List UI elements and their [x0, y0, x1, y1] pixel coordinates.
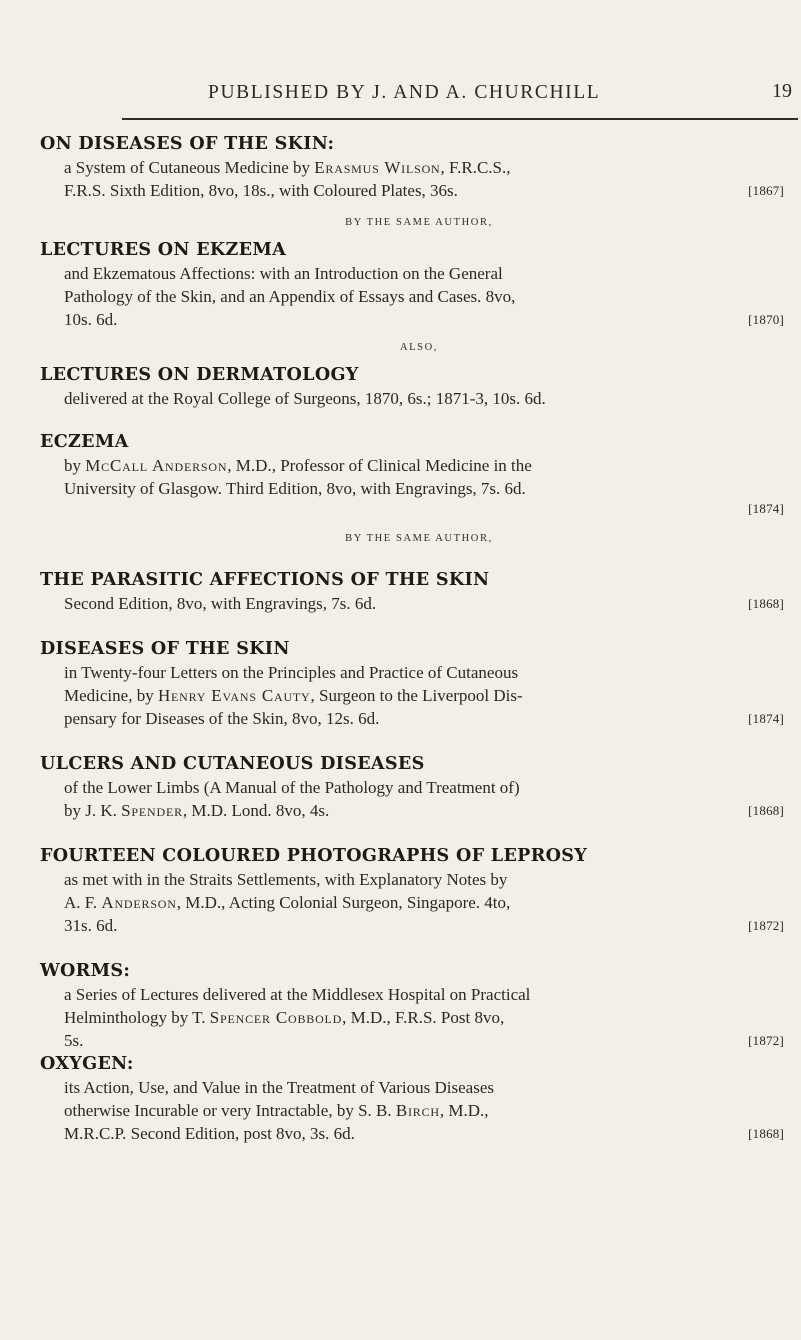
description-line: [64, 868, 784, 891]
catalogue-entry: [40, 132, 798, 202]
publication-year: [1868]: [748, 803, 784, 818]
description-line: [64, 454, 784, 477]
description-line: [64, 592, 784, 615]
text-run: F.R.S. Sixth Edition, 8vo, 18s., with Coloured Plates, 36s.: [64, 181, 458, 200]
author-name: Henry Evans Cauty: [157, 686, 311, 705]
header-rule: [122, 118, 798, 120]
divider-label: BY THE SAME AUTHOR,: [345, 217, 493, 228]
text-run: M.R.C.P. Second Edition, post 8vo, 3s. 6d.: [64, 1124, 355, 1143]
description-line: [64, 387, 784, 410]
entry-title: DISEASES OF THE SKIN: [40, 638, 290, 659]
description-line: [64, 308, 784, 331]
catalogue-entry: [40, 637, 798, 730]
description-line: [64, 1029, 784, 1052]
catalogue-entry: [40, 844, 798, 937]
catalogue-entry: [40, 238, 798, 331]
publication-year: [1872]: [748, 918, 784, 933]
entry-title: ON DISEASES OF THE SKIN:: [40, 133, 335, 154]
catalogue-entry: [40, 1052, 798, 1145]
description-line: [64, 1076, 784, 1099]
entry-description: [64, 776, 784, 822]
description-line: [64, 156, 784, 179]
text-run: by: [64, 456, 86, 475]
text-run: University of Glasgow. Third Edition, 8vo, with Engravings, 7s. 6d.: [64, 479, 526, 498]
publication-year: [1867]: [748, 183, 784, 198]
description-line: [64, 684, 784, 707]
text-run: in Twenty-four Letters on the Principles and Practice of Cutaneous: [64, 663, 519, 682]
publication-year: [1868]: [748, 596, 784, 611]
text-run: Pathology of the Skin, and an Appendix of Essays and Cases. 8vo,: [64, 287, 516, 306]
text-run: otherwise Incurable or very Intractable, by S. B.: [64, 1101, 396, 1120]
author-name: McCall Anderson: [85, 456, 228, 475]
publication-year: [1874]: [748, 501, 784, 516]
text-run: Second Edition, 8vo, with Engravings, 7s. 6d.: [64, 594, 377, 613]
publication-year: [1870]: [748, 312, 784, 327]
description-line: [64, 661, 784, 684]
entry-title: LECTURES ON DERMATOLOGY: [40, 364, 359, 385]
entry-description: [64, 156, 784, 202]
text-run: and Ekzematous Affections: with an Introduction on the General: [64, 264, 503, 283]
running-head-title: PUBLISHED BY J. AND A. CHURCHILL: [208, 82, 601, 103]
divider-label: ALSO,: [399, 342, 439, 353]
divider-label: BY THE SAME AUTHOR,: [345, 533, 493, 544]
description-line: [64, 776, 784, 799]
description-line: [64, 477, 784, 500]
description-line: [64, 914, 784, 937]
entry-description: [64, 454, 784, 518]
text-run: , M.D. Lond. 8vo, 4s.: [182, 801, 330, 820]
entry-title: OXYGEN:: [40, 1053, 134, 1074]
entry-title: THE PARASITIC AFFECTIONS OF THE SKIN: [40, 569, 490, 590]
text-run: , Surgeon to the Liverpool Dis-: [310, 686, 523, 705]
catalogue-entry: [40, 430, 798, 518]
description-line: [64, 285, 784, 308]
description-line: [64, 891, 784, 914]
entry-description: [64, 1076, 784, 1145]
description-line: [64, 500, 784, 518]
text-run: a System of Cutaneous Medicine by: [64, 158, 315, 177]
description-line: [64, 1122, 784, 1145]
entry-title: ECZEMA: [40, 431, 129, 452]
publication-year: [1872]: [748, 1033, 784, 1048]
text-run: , M.D., Professor of Clinical Medicine in the: [227, 456, 532, 475]
text-run: , M.D., F.R.S. Post 8vo,: [342, 1008, 505, 1027]
entry-description: [64, 868, 784, 937]
author-name: Birch: [395, 1101, 440, 1120]
description-line: [64, 1006, 784, 1029]
text-run: Helminthology by T.: [64, 1008, 210, 1027]
description-line: [64, 799, 784, 822]
entry-description: [64, 262, 784, 331]
entry-title: FOURTEEN COLOURED PHOTOGRAPHS OF LEPROSY: [40, 845, 588, 866]
text-run: of the Lower Limbs (A Manual of the Pathology and Treatment of): [64, 778, 520, 797]
text-run: as met with in the Straits Settlements, with Explanatory Notes by: [64, 870, 508, 889]
entry-description: [64, 592, 784, 615]
description-line: [64, 707, 784, 730]
author-name: Spencer Cobbold: [209, 1008, 343, 1027]
text-run: by J. K.: [64, 801, 122, 820]
description-line: [64, 1099, 784, 1122]
text-run: , M.D.,: [439, 1101, 489, 1120]
text-run: 10s. 6d.: [64, 310, 118, 329]
entry-description: [64, 983, 784, 1052]
text-run: 31s. 6d.: [64, 916, 118, 935]
publication-year: [1874]: [748, 711, 784, 726]
text-run: 5s.: [64, 1031, 84, 1050]
text-run: delivered at the Royal College of Surgeons, 1870, 6s.; 1871-3, 10s. 6d.: [64, 389, 546, 408]
catalogue-entry: [40, 363, 798, 410]
page-number: 19: [772, 80, 792, 102]
catalogue-entry: [40, 752, 798, 822]
entry-title: WORMS:: [40, 960, 131, 981]
catalogue-entry: [40, 959, 798, 1052]
entry-description: [64, 661, 784, 730]
author-name: Anderson: [101, 893, 177, 912]
publication-year: [1868]: [748, 1126, 784, 1141]
text-run: a Series of Lectures delivered at the Middlesex Hospital on Practical: [64, 985, 531, 1004]
entry-description: [64, 387, 784, 410]
author-name: Erasmus Wilson: [314, 158, 441, 177]
text-run: , F.R.C.S.,: [440, 158, 511, 177]
entry-title: LECTURES ON EKZEMA: [40, 239, 287, 260]
text-run: Medicine, by: [64, 686, 158, 705]
description-line: [64, 179, 784, 202]
description-line: [64, 262, 784, 285]
text-run: A. F.: [64, 893, 102, 912]
text-run: , M.D., Acting Colonial Surgeon, Singapore. 4to,: [176, 893, 511, 912]
entry-title: ULCERS AND CUTANEOUS DISEASES: [40, 753, 425, 774]
author-name: Spender: [121, 801, 183, 820]
text-run: its Action, Use, and Value in the Treatment of Various Diseases: [64, 1078, 494, 1097]
catalogue-listing: [40, 132, 798, 1145]
text-run: pensary for Diseases of the Skin, 8vo, 12s. 6d.: [64, 709, 380, 728]
description-line: [64, 983, 784, 1006]
catalogue-entry: [40, 568, 798, 615]
